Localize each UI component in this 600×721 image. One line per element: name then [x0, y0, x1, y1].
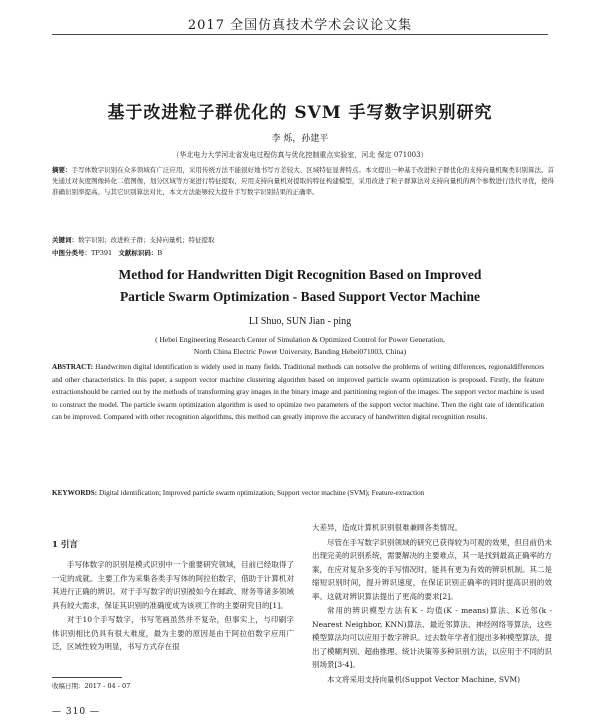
body-paragraph: 本文将采用支持向量机(Suppot Vector Machine, SVM) [327, 674, 521, 684]
affiliation-cn: （华北电力大学河北省发电过程仿真与优化控制重点实验室，河北 保定 071003） [172, 151, 428, 159]
body-paragraph: 对于10个手写数字，书写笔画虽然并不复杂，但事实上，与印刷字体识别相比仍具有很大难度，最为主要的原因是由于阿拉伯数字应用广泛，区域性较为明显，书写方式存在很 [52, 615, 294, 651]
classification-cn [52, 248, 162, 257]
abstract-en-label: ABSTRACT: [52, 363, 94, 371]
section-heading: 1 引言 [52, 540, 78, 550]
keywords-cn-text: 数字识别；改进粒子群；支持向量机；特征提取 [78, 236, 215, 244]
title-en [0, 264, 600, 308]
title-en-line1: Method for Handwritten Digit Recognition Based on Improved [118, 267, 482, 282]
authors-cn: 李 烁，孙建平 [271, 134, 329, 144]
authors-en: LI Shuo, SUN Jian - ping [248, 316, 352, 327]
keywords-en-label: KEYWORDS: [52, 489, 98, 497]
footnote-received-date: 收稿日期：2017 - 04 - 07 [52, 682, 131, 690]
header-rule [52, 34, 548, 35]
body-paragraph: 大差异，造成计算机识别很难兼顾各类情况。 [312, 523, 462, 532]
body-column-right [312, 521, 552, 687]
title-cn: 基于改进粒子群优化的 SVM 手写数字识别研究 [107, 103, 493, 123]
body-column-left [52, 558, 294, 655]
abstract-cn [52, 165, 554, 198]
body-paragraph: 常用的辨识模型方法有K - 均值(K - means)算法、K近邻(k - Nearest Neighbor, KNN)算法、最近邻算法、神经网络等算法，这些模型算法均可以应用于数字辨识。过去数年学者们提出多种模型算法，提出了模糊判别、超曲推理、统计决策等多种识别方法，以应用于不同的识别场景[3-4]。 [312, 606, 552, 669]
doc-code-label: 文献标识码： [118, 249, 158, 257]
abstract-en-text: Handwritten digital identification is widely used in many fields. Traditional methods can notsolve the problems of writing differences, regionaldifferences and other characteristics. In this paper, a support vector machine clustering algorithm based on improved particle swarm optimization is proposed. Firstly, the feature extractionshould be carried out by the methods of transforming gray images in the binary image and partitioning region of the images. The support vector machine is used to construct the model. The particle swarm optimization algorithm is used to optimize two parameters of the support vector machine. Then the right rate of identification can be improved. Compared with other recognition algorithms, this method can greatly improve the accuracy of handwritten digital recognition results. [52, 363, 544, 421]
body-paragraph: 手写体数字的识别是模式识别中一个重要研究领域，目前已经取得了一定的成就。主要工作为采集各类手写体的阿拉伯数字，借助于计算机对其进行正确的辨识。对于手写数字的识别被如今在邮政、财务等诸多领域具有较大需求，保证其识别的准确度成为该项工作的主要研究目的[1]。 [52, 560, 294, 610]
doc-code: B [157, 249, 163, 257]
keywords-cn [52, 235, 215, 244]
title-en-line2: Particle Swarm Optimization - Based Support Vector Machine [119, 289, 481, 304]
abstract-cn-text: 手写体数字识别在众多领域有广泛应用，采用传统方法不能很好地书写方差较大、区域特征显著特点。本文提出一种基于改进粒子群优化的支持向量机聚类识别算法。首先通过对灰度图像转化二值图像，划分区域等方案进行特征提取，应用支持向量机对提取的特征构建模型，采用改进了粒子群算法对支持向量机的两个参数进行迭代寻优，使得准确识别率提高。与其它识别算法对比，本文方法能够较大提升手写数字识别结果的正确率。 [52, 166, 555, 196]
affiliation-en [0, 334, 600, 358]
body-paragraph: 尽管在手写数字识别领域的研究已获得较为可观的效果，但目前仍未出现完美的识别系统，需要解决的主要难点，其一是找到最高正确率的方案，在应对复杂多变的手写情况时，能具有更为有效的辨识机制。其二是缩短识别时间，提升辨识速度，在保证识别正确率的同时提高识别的效率。这就对辨识算法提出了更高的要求[2]。 [312, 537, 552, 601]
affiliation-en-line1: ( Hebei Engineering Research Center of Simulation & Optimized Control for Power Generation, [155, 335, 445, 344]
keywords-en [52, 487, 544, 500]
clc-label: 中图分类号： [52, 249, 91, 257]
abstract-cn-label: 摘要： [52, 166, 72, 174]
affiliation-en-line2: North China Electric Power University, Banding Hebei071003, China) [193, 347, 407, 356]
page-number: — 310 — [52, 707, 100, 717]
abstract-en [52, 361, 544, 424]
keywords-cn-label: 关键词： [52, 236, 78, 244]
running-header: 2017 全国仿真技术学术会议论文集 [187, 18, 413, 33]
footnote-rule [52, 677, 122, 678]
keywords-en-text: Digital identification; Improved particle swarm optimization; Support vector machine (SVM); Feature-extraction [97, 489, 425, 497]
clc-code: TP391 [91, 249, 113, 257]
